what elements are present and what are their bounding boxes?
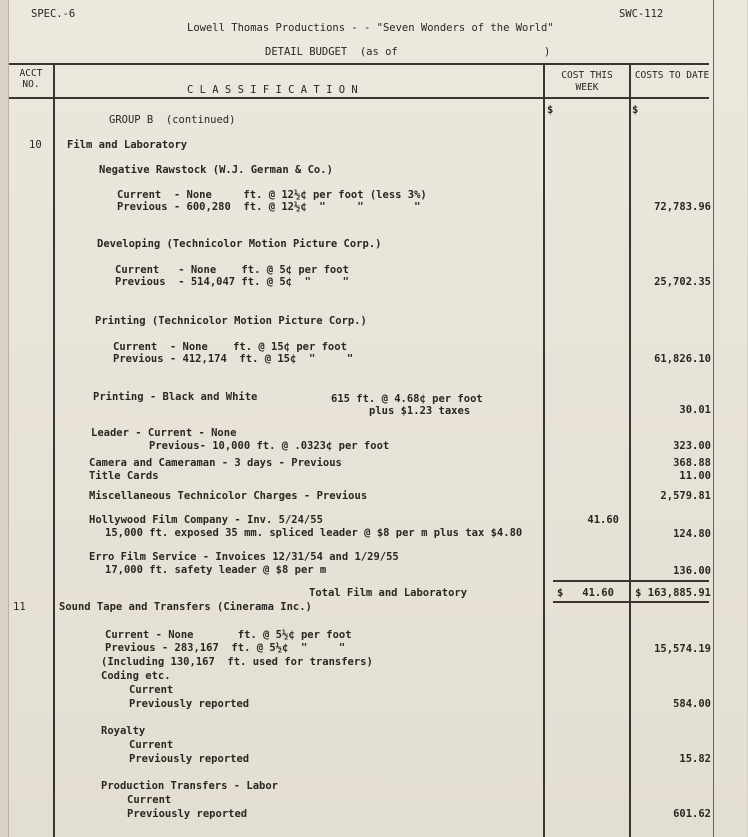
developing-heading: Developing (Technicolor Motion Picture Corp.): [97, 238, 382, 250]
coding-to-date: 584.00: [673, 698, 711, 710]
royalty-label: Royalty: [101, 725, 146, 737]
budget-sheet: [8, 0, 747, 837]
account-title-sound-tape: Sound Tape and Transfers (Cinerama Inc.): [59, 601, 312, 613]
total-bottom-rule: [553, 601, 709, 603]
sound-current-line: Current - None ft. @ 5½¢ per foot: [105, 629, 352, 641]
bw-printing-to-date: 30.01: [679, 404, 711, 416]
leader-current-line: Leader - Current - None: [91, 427, 237, 439]
production-transfers-current: Current: [127, 794, 172, 806]
acct-column-rule: [53, 63, 55, 837]
sound-including-line: (Including 130,167 ft. used for transfers): [101, 656, 373, 668]
erro-to-date: 136.00: [673, 565, 711, 577]
leader-previous-line: Previous- 10,000 ft. @ .0323¢ per foot: [149, 440, 390, 452]
form-code: SPEC.-6: [31, 8, 76, 20]
royalty-previous: Previously reported: [129, 753, 250, 765]
printing-heading: Printing (Technicolor Motion Picture Corp.): [95, 315, 367, 327]
hollywood-line-2: 15,000 ft. exposed 35 mm. spliced leader @ $8 per m plus tax $4.80: [105, 527, 523, 539]
negative-rawstock-heading: Negative Rawstock (W.J. German & Co.): [99, 164, 333, 176]
classification-header: C L A S S I F I C A T I O N: [187, 84, 358, 96]
printing-current-line: Current - None ft. @ 15¢ per foot: [113, 341, 347, 353]
developing-to-date: 25,702.35: [654, 276, 711, 288]
bw-printing-detail-2: plus $1.23 taxes: [369, 405, 471, 417]
negative-to-date: 72,783.96: [654, 201, 711, 213]
camera-to-date: 368.88: [673, 457, 711, 469]
right-margin-rule: [713, 0, 714, 837]
this-week-column-rule: [543, 63, 545, 837]
budget-title: DETAIL BUDGET (as of: [265, 46, 398, 58]
costs-to-date-header: COSTS TO DATE: [634, 70, 710, 81]
hollywood-this-week: 41.60: [587, 514, 619, 526]
sheet-code: SWC-112: [619, 8, 664, 20]
coding-current: Current: [129, 684, 174, 696]
misc-charges-label: Miscellaneous Technicolor Charges - Previous: [89, 490, 368, 502]
total-top-rule: [553, 580, 709, 582]
total-film-lab-this-week: $ 41.60: [557, 587, 614, 599]
this-week-dollar-sign: $: [547, 104, 554, 116]
negative-previous-line: Previous - 600,280 ft. @ 12½¢ " " ": [117, 201, 421, 213]
to-date-dollar-sign: $: [632, 104, 639, 116]
production-transfers-to-date: 601.62: [673, 808, 711, 820]
developing-previous-line: Previous - 514,047 ft. @ 5¢ " ": [115, 276, 349, 288]
camera-label: Camera and Cameraman - 3 days - Previous: [89, 457, 342, 469]
title-cards-to-date: 11.00: [679, 470, 711, 482]
group-heading: GROUP B (continued): [109, 114, 236, 126]
bw-printing-label: Printing - Black and White: [93, 391, 258, 403]
total-film-lab-to-date: $ 163,885.91: [635, 587, 711, 599]
acct-no-header: ACCT NO.: [19, 68, 43, 90]
hollywood-line-1: Hollywood Film Company - Inv. 5/24/55: [89, 514, 323, 526]
title-cards-label: Title Cards: [89, 470, 159, 482]
header-top-rule: [9, 63, 709, 65]
printing-previous-line: Previous - 412,174 ft. @ 15¢ " ": [113, 353, 354, 365]
production-transfers-label: Production Transfers - Labor: [101, 780, 279, 792]
company-title: Lowell Thomas Productions - - "Seven Wonders of the World": [187, 22, 554, 34]
bw-printing-detail-1: 615 ft. @ 4.68¢ per foot: [331, 393, 483, 405]
account-title-film-lab: Film and Laboratory: [67, 139, 188, 151]
acct-no-10: 10: [29, 139, 42, 151]
erro-line-1: Erro Film Service - Invoices 12/31/54 and 1/29/55: [89, 551, 399, 563]
coding-previous: Previously reported: [129, 698, 250, 710]
erro-line-2: 17,000 ft. safety leader @ $8 per m: [105, 564, 327, 576]
coding-label: Coding etc.: [101, 670, 171, 682]
negative-current-line: Current - None ft. @ 12½¢ per foot (less 3%): [117, 189, 427, 201]
cost-this-week-header: COST THIS WEEK: [561, 70, 613, 93]
budget-title-close: ): [544, 46, 551, 58]
hollywood-to-date: 124.80: [673, 528, 711, 540]
sound-tape-to-date: 15,574.19: [654, 643, 711, 655]
production-transfers-previous: Previously reported: [127, 808, 248, 820]
leader-to-date: 323.00: [673, 440, 711, 452]
total-film-lab-label: Total Film and Laboratory: [309, 587, 468, 599]
misc-charges-to-date: 2,579.81: [660, 490, 711, 502]
to-date-column-rule: [629, 63, 631, 837]
royalty-current: Current: [129, 739, 174, 751]
sound-previous-line: Previous - 283,167 ft. @ 5½¢ " ": [105, 642, 346, 654]
header-bottom-rule: [9, 97, 709, 99]
developing-current-line: Current - None ft. @ 5¢ per foot: [115, 264, 349, 276]
royalty-to-date: 15.82: [679, 753, 711, 765]
printing-to-date: 61,826.10: [654, 353, 711, 365]
acct-no-11: 11: [13, 601, 26, 613]
